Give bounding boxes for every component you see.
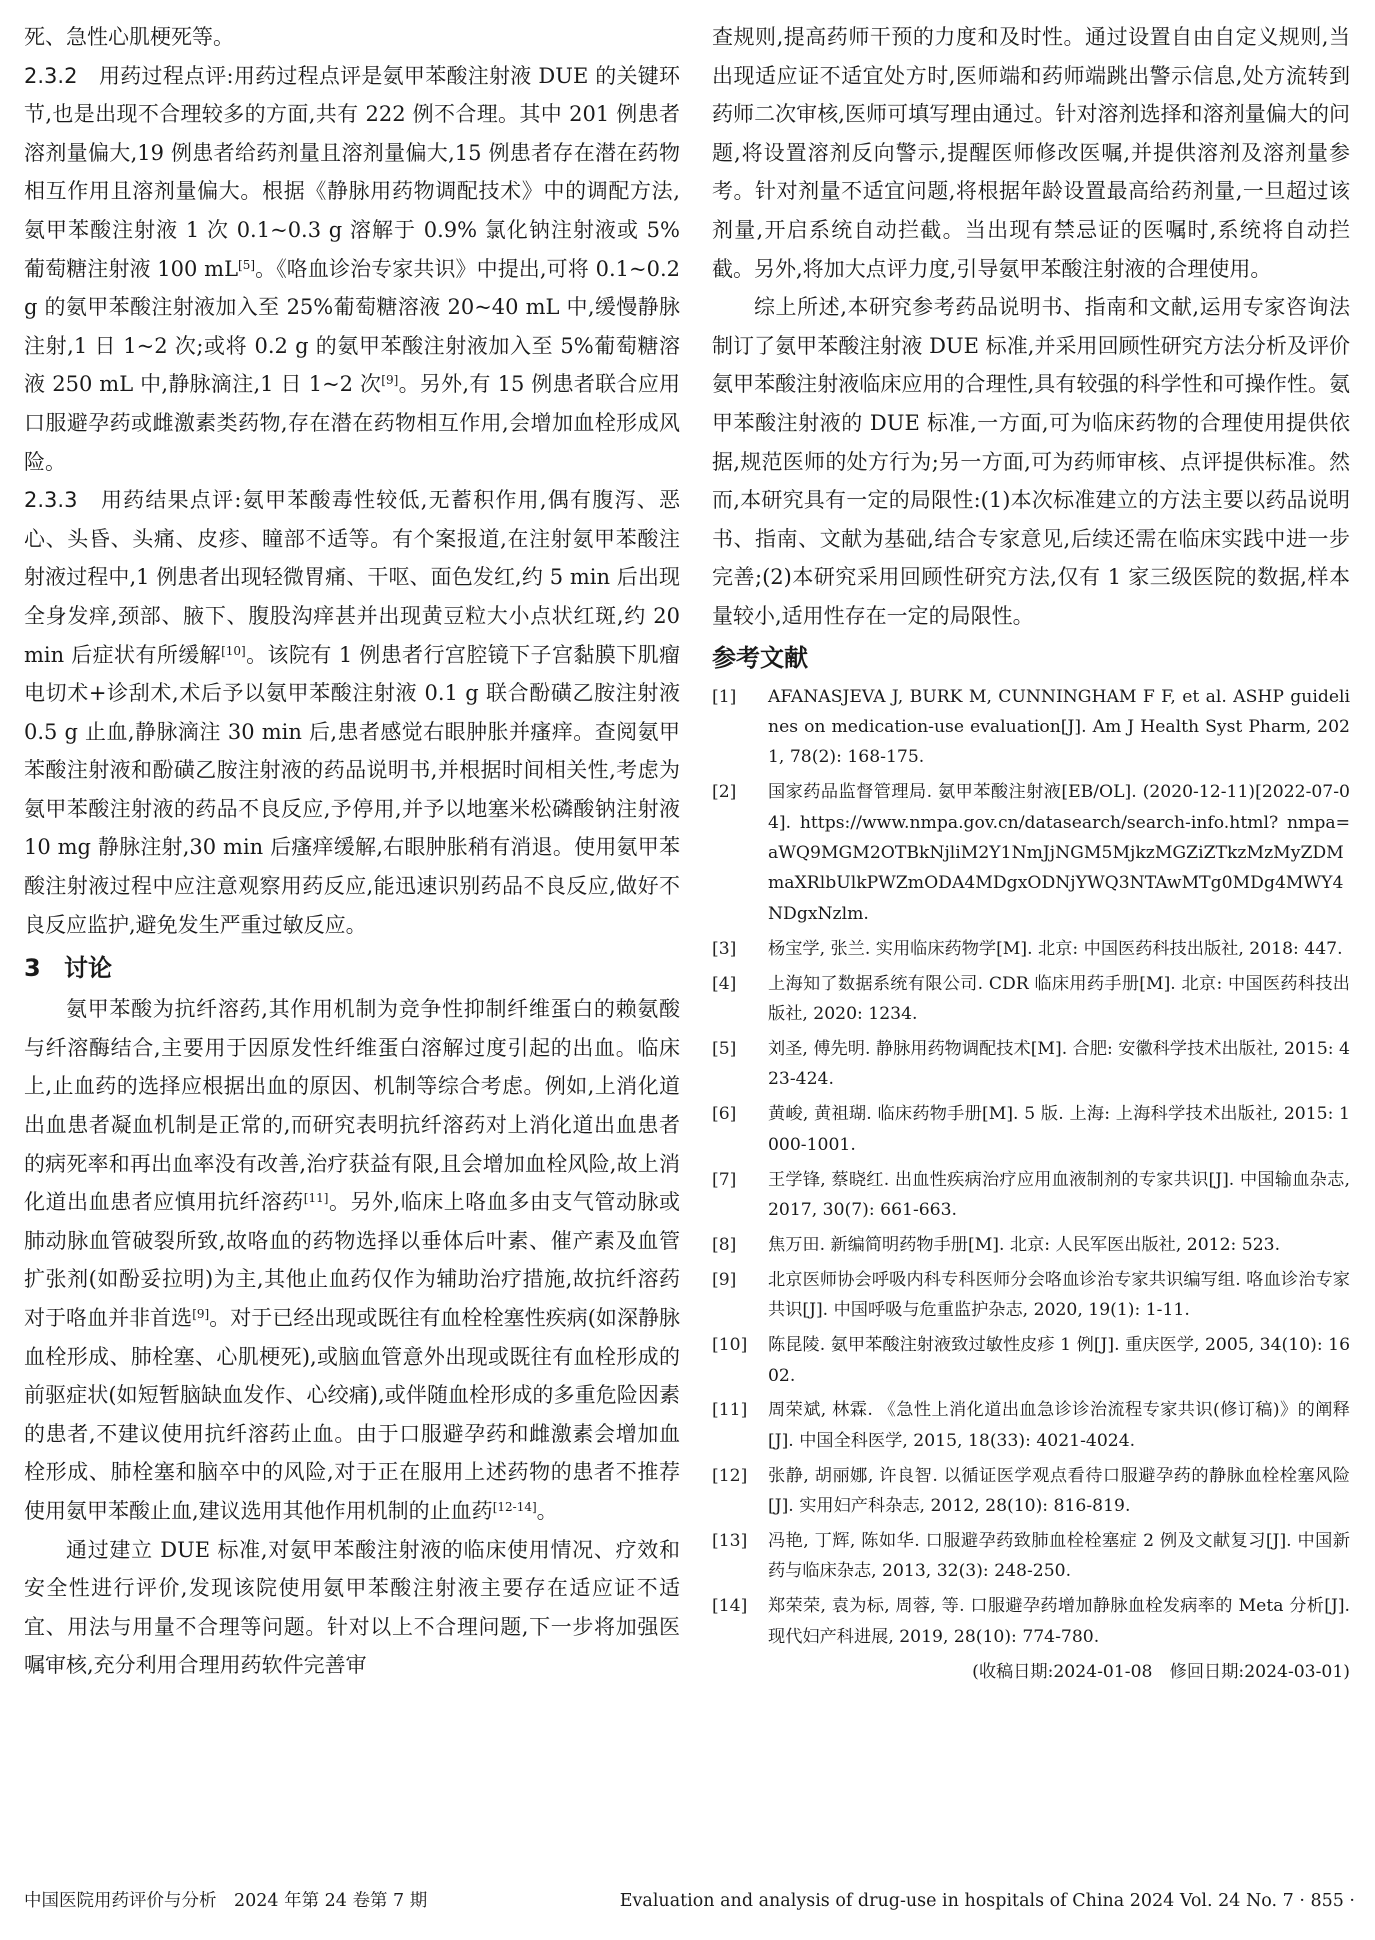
reference-number: [10] xyxy=(712,1335,748,1356)
footer-journal-cn: 中国医院用药评价与分析 2024 年第 24 卷第 7 期 xyxy=(24,1891,428,1911)
reference-text: 黄峻, 黄祖瑚. 临床药物手册[M]. 5 版. 上海: 上海科学技术出版社, 2015: 1000-1001. xyxy=(768,1104,1350,1155)
reference-number: [1] xyxy=(712,686,737,707)
discussion-paragraph-2-continued: 查规则,提高药师干预的力度和及时性。通过设置自由自定义规则,当出现适应证不适宜处方时,医师端和药师端跳出警示信息,处方流转到药师二次审核,医师可填写理由通过。针对溶剂选择和溶剂量偏大的问题,将设置溶剂反向警示,提醒医师修改医嘱,并提供溶剂及溶剂量参考。针对剂量不适宜问题,将根据年龄设置最高给药剂量,一旦超过该剂量,开启系统自动拦截。当出现有禁忌证的医嘱时,系统将自动拦截。另外,将加大点评力度,引导氨甲苯酸注射液的合理使用。 xyxy=(712,25,1350,281)
reference-list xyxy=(712,682,1350,1653)
section-2-3-3 xyxy=(24,481,680,944)
paragraph-text: 氨甲苯酸为抗纤溶药,其作用机制为竞争性抑制纤维蛋白的赖氨酸与纤溶酶结合,主要用于因原发性纤维蛋白溶解过度引起的出血。临床上,止血药的选择应根据出血的原因、机制等综合考虑。例如,上消化道出血患者凝血机制是正常的,而研究表明抗纤溶药对上消化道出血患者的病死率和再出血率没有改善,治疗获益有限,且会增加血栓风险,故上消化道出血患者应慎用抗纤溶药 xyxy=(24,997,680,1215)
citation: [9] xyxy=(192,1307,210,1321)
paragraph-intro-end: 死、急性心肌梗死等。 xyxy=(24,25,234,49)
reference-text: 王学锋, 蔡晓红. 出血性疾病治疗应用血液制剂的专家共识[J]. 中国输血杂志, 2017, 30(7): 661-663. xyxy=(768,1169,1350,1220)
section-title: 讨论 xyxy=(64,954,112,983)
page-footer xyxy=(24,1886,1355,1916)
reference-text: 郑荣荣, 袁为标, 周蓉, 等. 口服避孕药增加静脉血栓发病率的 Meta 分析[J]. 现代妇产科进展, 2019, 28(10): 774-780. xyxy=(768,1596,1350,1647)
citation: [9] xyxy=(381,373,399,388)
reference-number: [14] xyxy=(712,1596,748,1617)
reference-number: [11] xyxy=(712,1400,748,1421)
reference-number: [5] xyxy=(712,1038,737,1059)
citation: [11] xyxy=(303,1191,329,1206)
reference-text: 冯艳, 丁辉, 陈如华. 口服避孕药致肺血栓栓塞症 2 例及文献复习[J]. 中国新药与临床杂志, 2013, 32(3): 248-250. xyxy=(768,1531,1350,1582)
reference-text: 杨宝学, 张兰. 实用临床药物学[M]. 北京: 中国医药科技出版社, 2018: 447. xyxy=(768,938,1343,959)
reference-item xyxy=(712,1265,1350,1326)
reference-item xyxy=(712,934,1350,964)
reference-item xyxy=(712,1395,1350,1456)
section-number: 3 xyxy=(24,954,41,983)
reference-number: [7] xyxy=(712,1169,737,1190)
reference-number: [8] xyxy=(712,1234,737,1255)
references-heading: 参考文献 xyxy=(712,643,808,672)
reference-number: [9] xyxy=(712,1269,737,1290)
reference-text: 北京医师协会呼吸内科专科医师分会咯血诊治专家共识编写组. 咯血诊治专家共识[J]. 中国呼吸与危重监护杂志, 2020, 19(1): 1-11. xyxy=(768,1269,1350,1321)
paragraph-text: 。 xyxy=(536,1498,558,1523)
right-column xyxy=(712,18,1350,1687)
section-text: 。另外,有 15 例患者联合应用口服避孕药或雌激素类药物,存在潜在药物相互作用,会增加血栓形成风险。 xyxy=(24,372,680,474)
left-column xyxy=(24,18,680,1685)
reference-item xyxy=(712,1165,1350,1226)
section-text: 用药过程点评:用药过程点评是氨甲苯酸注射液 DUE 的关键环节,也是出现不合理较多的方面,共有 222 例不合理。其中 201 例患者溶剂量偏大,19 例患者给药剂量且溶剂量偏大,15 例患者存在潜在药物相互作用且溶剂量偏大。根据《静脉用药物调配技术》中的调配方法,氨甲苯酸注射液 1 次 0.1~0.3 g 溶解于 0.9% 氯化钠注射液或 5% 葡萄糖注射液 100 mL xyxy=(24,63,681,281)
section-text: 。该院有 1 例患者行宫腔镜下子宫黏膜下肌瘤电切术+诊刮术,术后予以氨甲苯酸注射液 0.1 g 联合酚磺乙胺注射液 0.5 g 止血,静脉滴注 30 min 后,患者感觉右眼肿胀并瘙痒。查阅氨甲苯酸注射液和酚磺乙胺注射液的药品说明书,并根据时间相关性,考虑为氨甲苯酸注射液的药品不良反应,予停用,并予以地塞米松磷酸钠注射液 10 mg 静脉注射,30 min 后瘙痒缓解,右眼肿胀稍有消退。使用氨甲苯酸注射液过程中应注意观察用药反应,能迅速识别药品不良反应,做好不良反应监护,避免发生严重过敏反应。 xyxy=(24,642,680,937)
reference-item xyxy=(712,682,1350,773)
discussion-paragraph-1 xyxy=(24,990,680,1530)
section-number: 2.3.2 xyxy=(24,63,78,88)
discussion-paragraph-2: 通过建立 DUE 标准,对氨甲苯酸注射液的临床使用情况、疗效和安全性进行评价,发现该院使用氨甲苯酸注射液主要存在适应证不适宜、用法与用量不合理等问题。针对以上不合理问题,下一步将加强医嘱审核,充分利用合理用药软件完善审 xyxy=(24,1537,680,1678)
reference-number: [12] xyxy=(712,1465,748,1486)
conclusion-paragraph: 综上所述,本研究参考药品说明书、指南和文献,运用专家咨询法制订了氨甲苯酸注射液 DUE 标准,并采用回顾性研究方法分析及评价氨甲苯酸注射液临床应用的合理性,具有较强的科学性和可操作性。氨甲苯酸注射液的 DUE 标准,一方面,可为临床药物的合理使用提供依据,规范医师的处方行为;另一方面,可为药师审核、点评提供标准。然而,本研究具有一定的局限性:(1)本次标准建立的方法主要以药品说明书、指南、文献为基础,结合专家意见,后续还需在临床实践中进一步完善;(2)本研究采用回顾性研究方法,仅有 1 家三级医院的数据,样本量较小,适用性存在一定的局限性。 xyxy=(712,295,1350,628)
reference-text: AFANASJEVA J, BURK M, CUNNINGHAM F F, et al. ASHP guidelines on medication-use evaluation[J]. Am J Health Syst Pharm, 2021, 78(2): 168-175. xyxy=(768,686,1350,768)
reference-item xyxy=(712,1099,1350,1160)
reference-item xyxy=(712,1230,1350,1260)
footer-journal-en: Evaluation and analysis of drug-use in hospitals of China 2024 Vol. 24 No. 7 · 855 · xyxy=(619,1891,1355,1911)
reference-text: 上海知了数据系统有限公司. CDR 临床用药手册[M]. 北京: 中国医药科技出版社, 2020: 1234. xyxy=(768,973,1350,1025)
reference-text: 陈昆陵. 氨甲苯酸注射液致过敏性皮疹 1 例[J]. 重庆医学, 2005, 34(10): 1602. xyxy=(768,1335,1350,1386)
reference-item xyxy=(712,1526,1350,1587)
reference-item xyxy=(712,1034,1350,1095)
paragraph-text: 。对于已经出现或既往有血栓栓塞性疾病(如深静脉血栓形成、肺栓塞、心肌梗死),或脑血管意外出现或既往有血栓形成的前驱症状(如短暂脑缺血发作、心绞痛),或伴随血栓形成的多重危险因素的患者,不建议使用抗纤溶药止血。由于口服避孕药和雌激素会增加血栓形成、肺栓塞和脑卒中的风险,对于正在服用上述药物的患者不推荐使用氨甲苯酸止血,建议选用其他作用机制的止血药 xyxy=(24,1306,681,1523)
citation: [5] xyxy=(238,257,256,272)
section-number: 2.3.3 xyxy=(24,488,78,513)
reference-text: 国家药品监督管理局. 氨甲苯酸注射液[EB/OL]. (2020-12-11)[2022-07-04]. https://www.nmpa.gov.cn/datasearch/search-info.html? nmpa=aWQ9MGM2OTBkNjliM2Y1NmJjNGM5MjkzMGZiZTkzMzMyZDMmaXRlbUlkPWZmODA4MDgxODNjYWQ3NTAwMTg0MDg4MWY4NDgxNzlm. xyxy=(768,782,1350,924)
reference-number: [13] xyxy=(712,1531,748,1552)
reference-text: 张静, 胡丽娜, 许良智. 以循证医学观点看待口服避孕药的静脉血栓栓塞风险[J]. 实用妇产科杂志, 2012, 28(10): 816-819. xyxy=(768,1465,1350,1517)
section-2-3-2 xyxy=(24,57,680,482)
section-text: 用药结果点评:氨甲苯酸毒性较低,无蓄积作用,偶有腹泻、恶心、头昏、头痛、皮疹、瞳部不适等。有个案报道,在注射氨甲苯酸注射液过程中,1 例患者出现轻微胃痛、干呕、面色发红,约 5 min 后出现全身发痒,颈部、腋下、腹股沟痒甚并出现黄豆粒大小点状红斑,约 20 min 后症状有所缓解 xyxy=(24,488,680,667)
reference-number: [4] xyxy=(712,973,737,994)
section-text: 。《咯血诊治专家共识》中提出,可将 0.1~0.2 g 的氨甲苯酸注射液加入至 25%葡萄糖溶液 20~40 mL 中,缓慢静脉注射,1 日 1~2 次;或将 0.2 g 的氨甲苯酸注射液加入至 5%葡萄糖溶液 250 mL 中,静脉滴注,1 日 1~2 次 xyxy=(24,256,680,397)
reference-number: [3] xyxy=(712,938,737,959)
paragraph-text: 。另外,临床上咯血多由支气管动脉或肺动脉血管破裂所致,故咯血的药物选择以垂体后叶素、催产素及血管扩张剂(如酚妥拉明)为主,其他止血药仅作为辅助治疗措施,故抗纤溶药对于咯血并非首选 xyxy=(24,1190,680,1330)
reference-item xyxy=(712,777,1350,929)
reference-number: [2] xyxy=(712,782,737,803)
section-heading-discussion xyxy=(24,950,680,986)
reference-number: [6] xyxy=(712,1104,737,1125)
reference-item xyxy=(712,1330,1350,1391)
reference-item xyxy=(712,1591,1350,1652)
reference-item xyxy=(712,1461,1350,1522)
received-dates: (收稿日期:2024-01-08 修回日期:2024-03-01) xyxy=(972,1661,1350,1682)
citation: [12-14] xyxy=(492,1499,537,1514)
reference-text: 刘圣, 傅先明. 静脉用药物调配技术[M]. 合肥: 安徽科学技术出版社, 2015: 423-424. xyxy=(768,1038,1350,1090)
reference-item xyxy=(712,969,1350,1030)
reference-text: 焦万田. 新编简明药物手册[M]. 北京: 人民军医出版社, 2012: 523. xyxy=(768,1234,1281,1255)
reference-text: 周荣斌, 林霖. 《急性上消化道出血急诊诊治流程专家共识(修订稿)》的阐释[J]. 中国全科医学, 2015, 18(33): 4021-4024. xyxy=(768,1400,1350,1451)
citation: [10] xyxy=(221,643,246,658)
